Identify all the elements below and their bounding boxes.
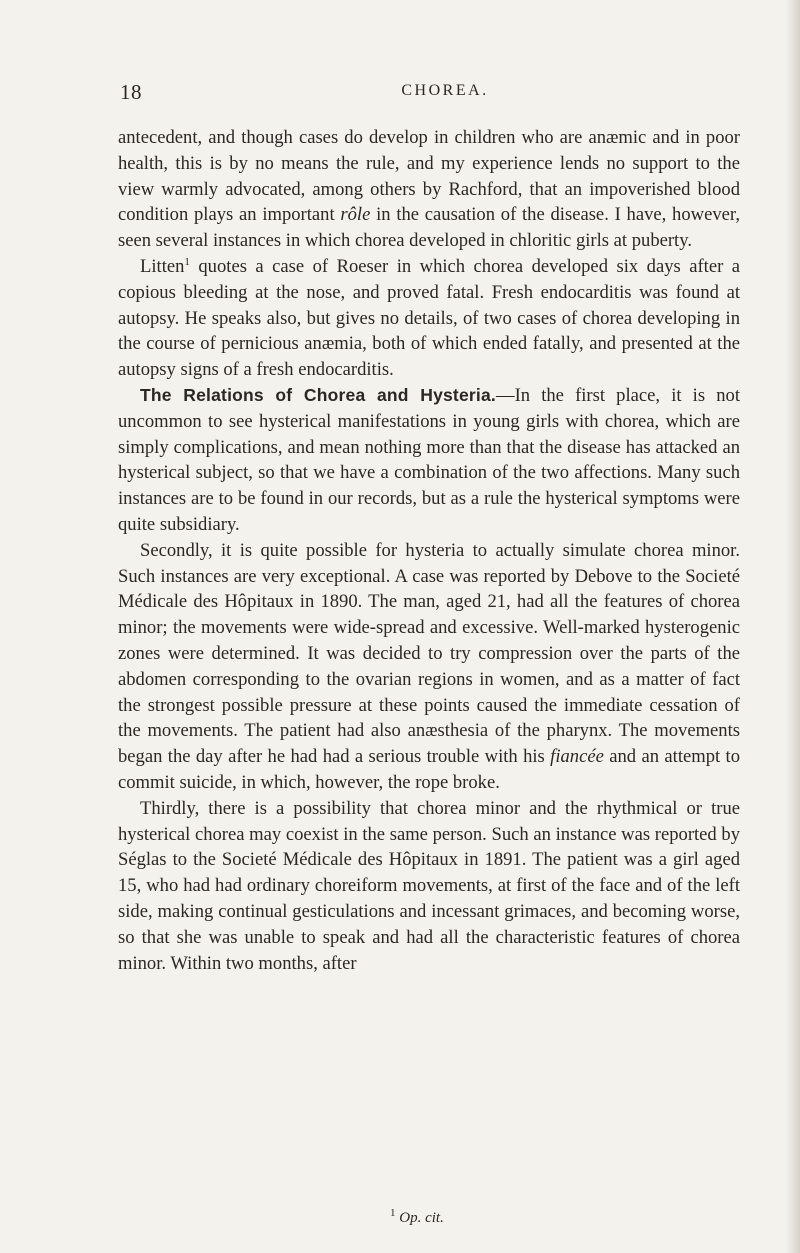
section-heading: The Relations of Chorea and Hysteria. xyxy=(140,384,496,405)
text-run: Thirdly, there is a possibility that chorea minor and the rhythmical or true hysterical chorea may coexist in the same person. Such an instance was reported by Séglas to the Societé Médicale des Hôpitaux in 1891. The patient was a girl aged 15, who had had ordinary choreiform movements, at first of the face and of the left side, making continual gesticulations and incessant grimaces, and becoming worse, so that she was unable to speak and had all the characteristic features of chorea minor. Within two months, after xyxy=(118,797,740,974)
footnote xyxy=(390,1207,444,1227)
paragraph xyxy=(118,796,740,977)
paragraph xyxy=(118,125,740,254)
running-head: CHOREA. xyxy=(401,82,489,99)
footnote-reference: 1 xyxy=(184,255,190,268)
body-text xyxy=(118,125,740,976)
text-run: —In the first place, it is not uncommon to see hysterical manifestations in young girls with chorea, which are simply complications, and mean nothing more than that the disease has attacked an hysterical subject, so that we have a combination of the two affections. Many such instances are to be found in our records, but as a rule the hysterical symptoms were quite subsidiary. xyxy=(118,384,740,535)
text-run: Secondly, it is quite possible for hysteria to actually simulate chorea minor. Such instances are very exceptional. A case was reported by Debove to the Societé Médicale des Hôpitaux in 1890. The man, aged 21, had all the features of chorea minor; the movements were wide-spread and excessive. Well-marked hysterogenic zones were determined. It was decided to try compression over the parts of the abdomen corresponding to the ovarian regions in women, and as a matter of fact the strongest possible pressure at these points caused the immediate cessation of the movements. The patient had also anæsthesia of the pharynx. The movements began the day after he had had a serious trouble with his xyxy=(118,539,740,768)
text-run: in the causation of the disease. I have, however, seen several instances in which chorea developed in chloritic girls at puberty. xyxy=(118,204,740,252)
page-header xyxy=(120,80,730,110)
text-run: antecedent, and though cases do develop in children who are anæmic and in poor health, this is by no means the rule, and my experience lends no support to the view warmly advocated, among others by Rachford, that an impoverished blood condition plays an important xyxy=(118,127,740,226)
text-run: and an attempt to commit suicide, in which, however, the rope broke. xyxy=(118,746,741,793)
footnote-text: Op. cit. xyxy=(399,1210,444,1226)
text-run: quotes a case of Roeser in which chorea developed six days after a copious bleeding at the nose, and proved fatal. Fresh endocarditis was found at autopsy. He speaks also, but gives no details, of two cases of chorea developing in the course of pernicious anæmia, both of which ended fatally, and presented at the autopsy signs of a fresh endocarditis. xyxy=(118,255,740,381)
paragraph xyxy=(118,538,740,796)
italic-text: fiancée xyxy=(550,746,604,768)
italic-text: rôle xyxy=(340,204,371,226)
footnote-marker: 1 xyxy=(390,1207,396,1219)
paragraph xyxy=(118,254,740,383)
page-number: 18 xyxy=(120,80,142,104)
paragraph xyxy=(118,383,740,538)
text-run: Litten xyxy=(140,255,185,277)
page-edge-shadow xyxy=(786,0,800,1253)
